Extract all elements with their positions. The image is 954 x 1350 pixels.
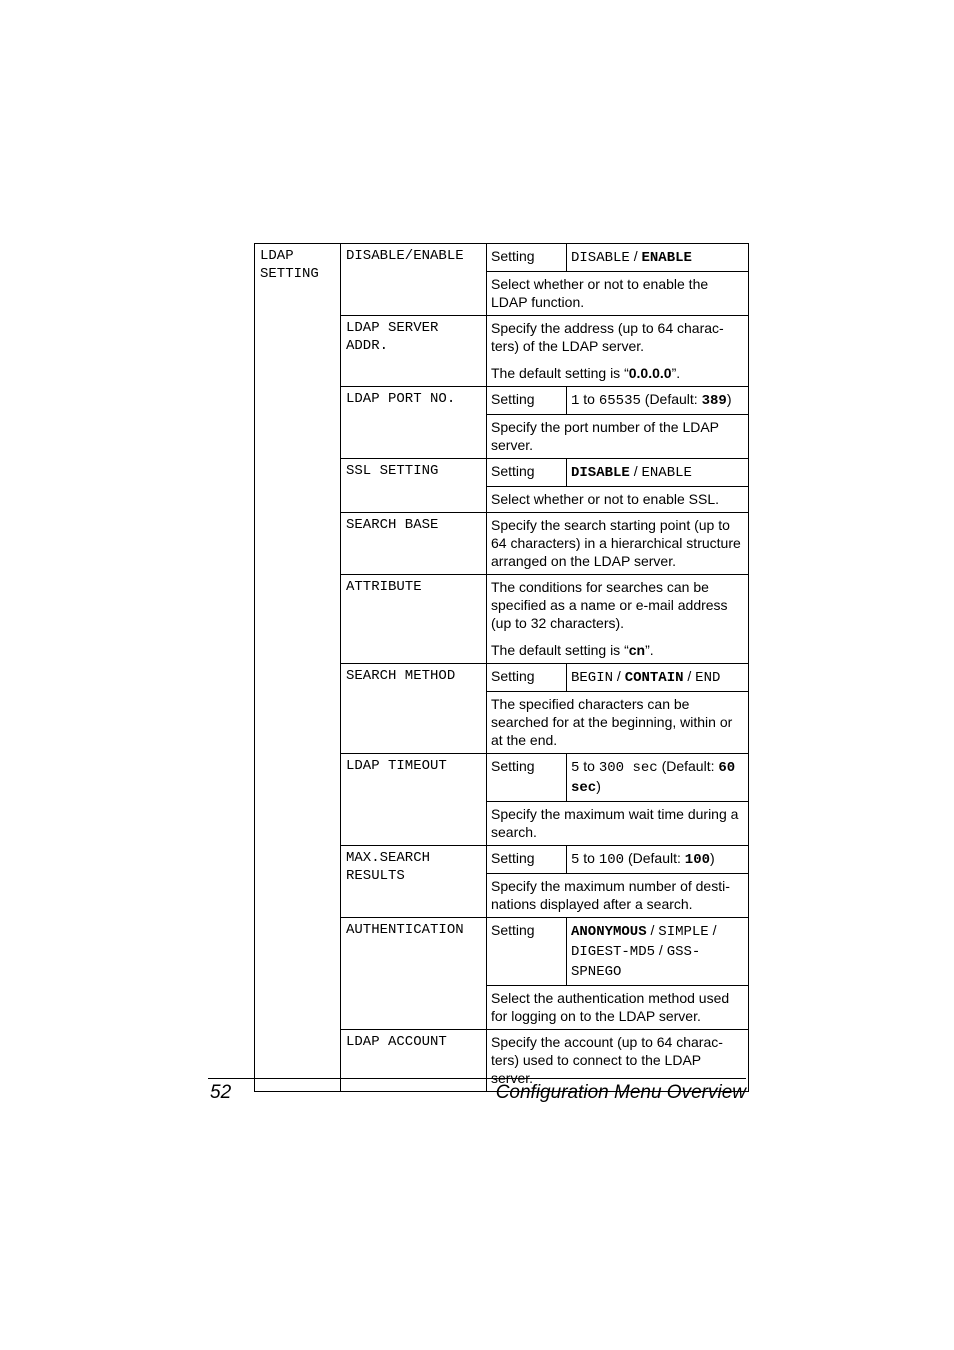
item-description-block	[487, 575, 749, 664]
item-description: Specify the account (up to 64 charac-ters) used to connect to the LDAP server.	[487, 1030, 749, 1092]
item-description: Specify the port number of the LDAP server.	[487, 415, 749, 459]
menu-item-name: MAX.SEARCH RESULTS	[341, 846, 487, 918]
menu-item-name: DISABLE/ENABLE	[341, 244, 487, 316]
menu-item-name: ATTRIBUTE	[341, 575, 487, 664]
item-description-block	[487, 316, 749, 387]
menu-item-name: LDAP PORT NO.	[341, 387, 487, 459]
item-description: Select whether or not to enable SSL.	[487, 487, 749, 513]
page-number: 52	[210, 1082, 232, 1103]
default-note: The default setting is “cn”.	[491, 642, 654, 658]
menu-item-name: LDAP SERVER ADDR.	[341, 316, 487, 387]
setting-label: Setting	[487, 846, 567, 874]
item-description: The conditions for searches can be specified as a name or e-mail address (up to 32 characters).	[491, 579, 728, 631]
footer-divider	[208, 1078, 746, 1079]
setting-label: Setting	[487, 664, 567, 692]
setting-label: Setting	[487, 387, 567, 415]
setting-label: Setting	[487, 918, 567, 986]
item-description: Select the authentication method used for logging on to the LDAP server.	[487, 986, 749, 1030]
setting-value: 5 to 300 sec (Default: 60 sec)	[567, 754, 749, 802]
setting-label: Setting	[487, 459, 567, 487]
item-description: Select whether or not to enable the LDAP function.	[487, 272, 749, 316]
setting-label: Setting	[487, 244, 567, 272]
item-description: The specified characters can be searched for at the beginning, within or at the end.	[487, 692, 749, 754]
setting-value: BEGIN / CONTAIN / END	[567, 664, 749, 692]
setting-label: Setting	[487, 754, 567, 802]
item-description: Specify the maximum wait time during a search.	[487, 802, 749, 846]
ldap-settings-table	[254, 243, 749, 1092]
setting-value: 1 to 65535 (Default: 389)	[567, 387, 749, 415]
menu-item-name: SEARCH BASE	[341, 513, 487, 575]
menu-item-name: LDAP TIMEOUT	[341, 754, 487, 846]
setting-value: ANONYMOUS / SIMPLE / DIGEST-MD5 / GSS-SPNEGO	[567, 918, 749, 986]
table-row	[255, 244, 749, 272]
setting-value: DISABLE / ENABLE	[567, 244, 749, 272]
item-description: Specify the search starting point (up to 64 characters) in a hierarchical structure arranged on the LDAP server.	[487, 513, 749, 575]
item-description: Specify the maximum number of desti-nations displayed after a search.	[487, 874, 749, 918]
menu-item-name: LDAP ACCOUNT	[341, 1030, 487, 1092]
setting-value: 5 to 100 (Default: 100)	[567, 846, 749, 874]
section-title: Configuration Menu Overview	[495, 1082, 746, 1103]
item-description: Specify the address (up to 64 charac-ters) of the LDAP server.	[491, 320, 724, 354]
group-label: LDAP SETTING	[255, 244, 341, 1092]
default-note: The default setting is “0.0.0.0”.	[491, 365, 681, 381]
setting-value: DISABLE / ENABLE	[567, 459, 749, 487]
menu-item-name: AUTHENTICATION	[341, 918, 487, 1030]
menu-item-name: SEARCH METHOD	[341, 664, 487, 754]
menu-item-name: SSL SETTING	[341, 459, 487, 513]
